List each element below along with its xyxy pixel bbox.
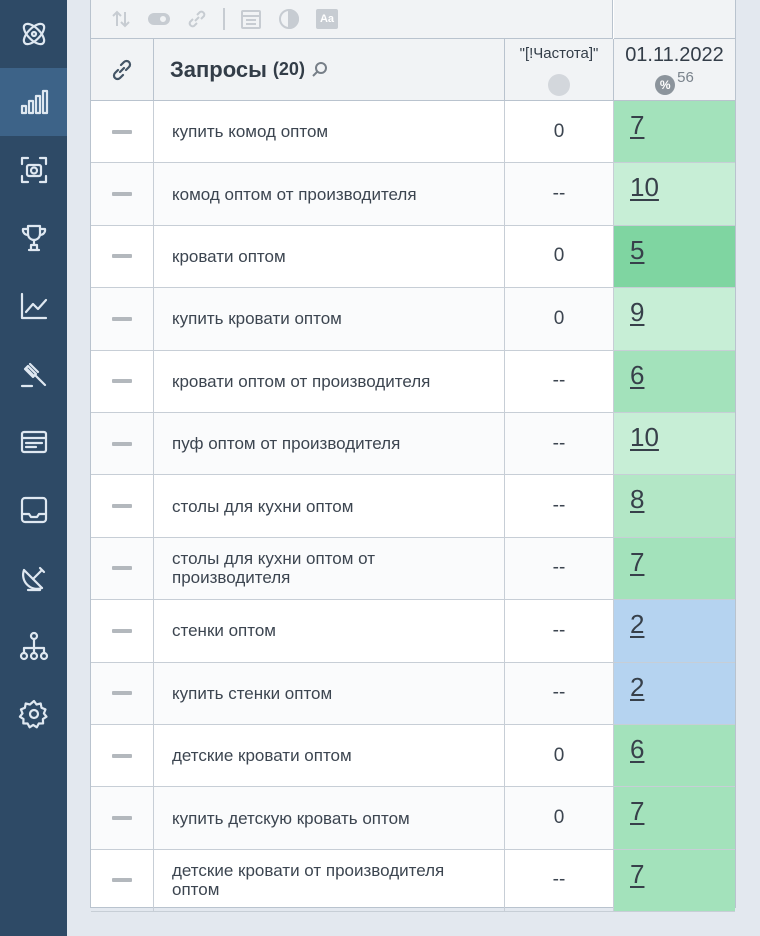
- dash-icon: [112, 130, 132, 134]
- dash-icon: [112, 254, 132, 258]
- contrast-icon[interactable]: [277, 7, 301, 31]
- row-dash-cell[interactable]: [91, 288, 154, 349]
- position-link[interactable]: 2: [614, 600, 735, 661]
- dash-icon: [112, 816, 132, 820]
- sidebar: [0, 0, 67, 936]
- gear-icon: [18, 698, 50, 730]
- sidebar-item-positions[interactable]: [0, 68, 67, 136]
- row-dash-cell[interactable]: [91, 725, 154, 786]
- row-dash-cell[interactable]: [91, 787, 154, 848]
- sidebar-item-settings[interactable]: [0, 680, 67, 748]
- dash-icon: [112, 442, 132, 446]
- toolbar-separator: [223, 8, 225, 30]
- table-row: [91, 351, 735, 413]
- sitemap-icon: [18, 630, 50, 662]
- sidebar-item-atom[interactable]: [0, 0, 67, 68]
- gavel-icon: [18, 358, 50, 390]
- frequency-cell: --: [505, 538, 614, 599]
- sidebar-item-analytics[interactable]: [0, 272, 67, 340]
- position-link[interactable]: 8: [614, 475, 735, 536]
- row-dash-cell[interactable]: [91, 850, 154, 911]
- row-dash-cell[interactable]: [91, 663, 154, 724]
- row-dash-cell[interactable]: [91, 101, 154, 162]
- table-row: [91, 850, 735, 912]
- position-link[interactable]: 10: [614, 163, 735, 224]
- table-row: [91, 163, 735, 225]
- frequency-cell: 0: [505, 288, 614, 349]
- query-cell: детские кровати оптом: [154, 725, 505, 786]
- link-icon[interactable]: [185, 7, 209, 31]
- link-column-header[interactable]: [91, 39, 154, 101]
- sidebar-item-inbox[interactable]: [0, 476, 67, 544]
- toggle-icon[interactable]: [147, 7, 171, 31]
- dash-icon: [112, 504, 132, 508]
- date-column-top: [614, 0, 735, 39]
- percent-icon: %: [655, 75, 675, 95]
- position-link[interactable]: 2: [614, 663, 735, 724]
- sidebar-item-monitoring[interactable]: [0, 544, 67, 612]
- dash-icon: [112, 317, 132, 321]
- table-row: [91, 538, 735, 600]
- frequency-cell: --: [505, 475, 614, 536]
- query-cell: столы для кухни оптом: [154, 475, 505, 536]
- position-link[interactable]: 10: [614, 413, 735, 474]
- row-dash-cell[interactable]: [91, 475, 154, 536]
- row-dash-cell[interactable]: [91, 600, 154, 661]
- position-link[interactable]: 7: [614, 538, 735, 599]
- position-link[interactable]: 7: [614, 101, 735, 162]
- frequency-cell: 0: [505, 101, 614, 162]
- query-cell: купить детскую кровать оптом: [154, 787, 505, 848]
- queries-title: Запросы: [170, 56, 267, 82]
- row-dash-cell[interactable]: [91, 163, 154, 224]
- query-cell: пуф оптом от производителя: [154, 413, 505, 474]
- dash-icon: [112, 566, 132, 570]
- ad-layout-icon: [18, 426, 50, 458]
- atom-icon: [18, 18, 50, 50]
- dash-icon: [112, 691, 132, 695]
- query-cell: купить стенки оптом: [154, 663, 505, 724]
- frequency-cell: --: [505, 600, 614, 661]
- table-row: [91, 787, 735, 849]
- query-cell: купить кровати оптом: [154, 288, 505, 349]
- row-dash-cell[interactable]: [91, 538, 154, 599]
- date-label: 01.11.2022: [625, 44, 724, 66]
- position-link[interactable]: 7: [614, 787, 735, 848]
- table-row: [91, 413, 735, 475]
- frequency-cell: 0: [505, 226, 614, 287]
- table-row: [91, 288, 735, 350]
- link-icon: [110, 58, 134, 82]
- frequency-cell: 0: [505, 787, 614, 848]
- position-link[interactable]: 6: [614, 725, 735, 786]
- date-column-header[interactable]: [614, 39, 735, 101]
- trophy-icon: [18, 222, 50, 254]
- dash-icon: [112, 754, 132, 758]
- query-cell: стенки оптом: [154, 600, 505, 661]
- table-row: [91, 101, 735, 163]
- position-link[interactable]: 7: [614, 850, 735, 911]
- sidebar-item-sitemap[interactable]: [0, 612, 67, 680]
- query-cell: комод оптом от производителя: [154, 163, 505, 224]
- frequency-cell: --: [505, 413, 614, 474]
- font-aa-label: Aa: [316, 9, 338, 29]
- frequency-cell: --: [505, 351, 614, 412]
- sidebar-item-tools[interactable]: [0, 340, 67, 408]
- dash-icon: [112, 629, 132, 633]
- query-cell: кровати оптом: [154, 226, 505, 287]
- sidebar-item-ads[interactable]: [0, 408, 67, 476]
- table-row: [91, 475, 735, 537]
- search-icon[interactable]: [311, 61, 329, 79]
- position-link[interactable]: 5: [614, 226, 735, 287]
- row-dash-cell[interactable]: [91, 413, 154, 474]
- dash-icon: [112, 878, 132, 882]
- position-link[interactable]: 9: [614, 288, 735, 349]
- row-dash-cell[interactable]: [91, 226, 154, 287]
- queries-column-header[interactable]: [154, 39, 505, 101]
- satellite-icon: [18, 562, 50, 594]
- dash-icon: [112, 192, 132, 196]
- frequency-cell: --: [505, 663, 614, 724]
- frequency-cell: --: [505, 850, 614, 911]
- query-cell: кровати оптом от производителя: [154, 351, 505, 412]
- row-dash-cell[interactable]: [91, 351, 154, 412]
- calendar-icon[interactable]: [239, 7, 263, 31]
- query-cell: купить комод оптом: [154, 101, 505, 162]
- dash-icon: [112, 379, 132, 383]
- percent-value: 56: [677, 69, 694, 86]
- globe-icon: [548, 74, 570, 96]
- positions-table: [90, 0, 736, 908]
- font-aa-icon[interactable]: [315, 7, 339, 31]
- inbox-icon: [18, 494, 50, 526]
- table-row: [91, 725, 735, 787]
- query-cell: столы для кухни оптом от производителя: [154, 538, 505, 599]
- query-cell: детские кровати от производителя оптом: [154, 850, 505, 911]
- table-row: [91, 226, 735, 288]
- frequency-cell: --: [505, 163, 614, 224]
- frequency-label: "[!Частота]": [519, 45, 599, 62]
- position-link[interactable]: 6: [614, 351, 735, 412]
- table-row: [91, 663, 735, 725]
- trend-chart-icon: [18, 290, 50, 322]
- sidebar-item-screenshot[interactable]: [0, 136, 67, 204]
- frequency-column-header[interactable]: [505, 39, 614, 101]
- bar-chart-icon: [18, 86, 50, 118]
- frequency-cell: 0: [505, 725, 614, 786]
- queries-count: (20): [272, 59, 305, 79]
- sort-icon[interactable]: [109, 7, 133, 31]
- screenshot-icon: [18, 154, 50, 186]
- sidebar-item-trophy[interactable]: [0, 204, 67, 272]
- table-toolbar: [91, 0, 613, 39]
- table-row: [91, 600, 735, 662]
